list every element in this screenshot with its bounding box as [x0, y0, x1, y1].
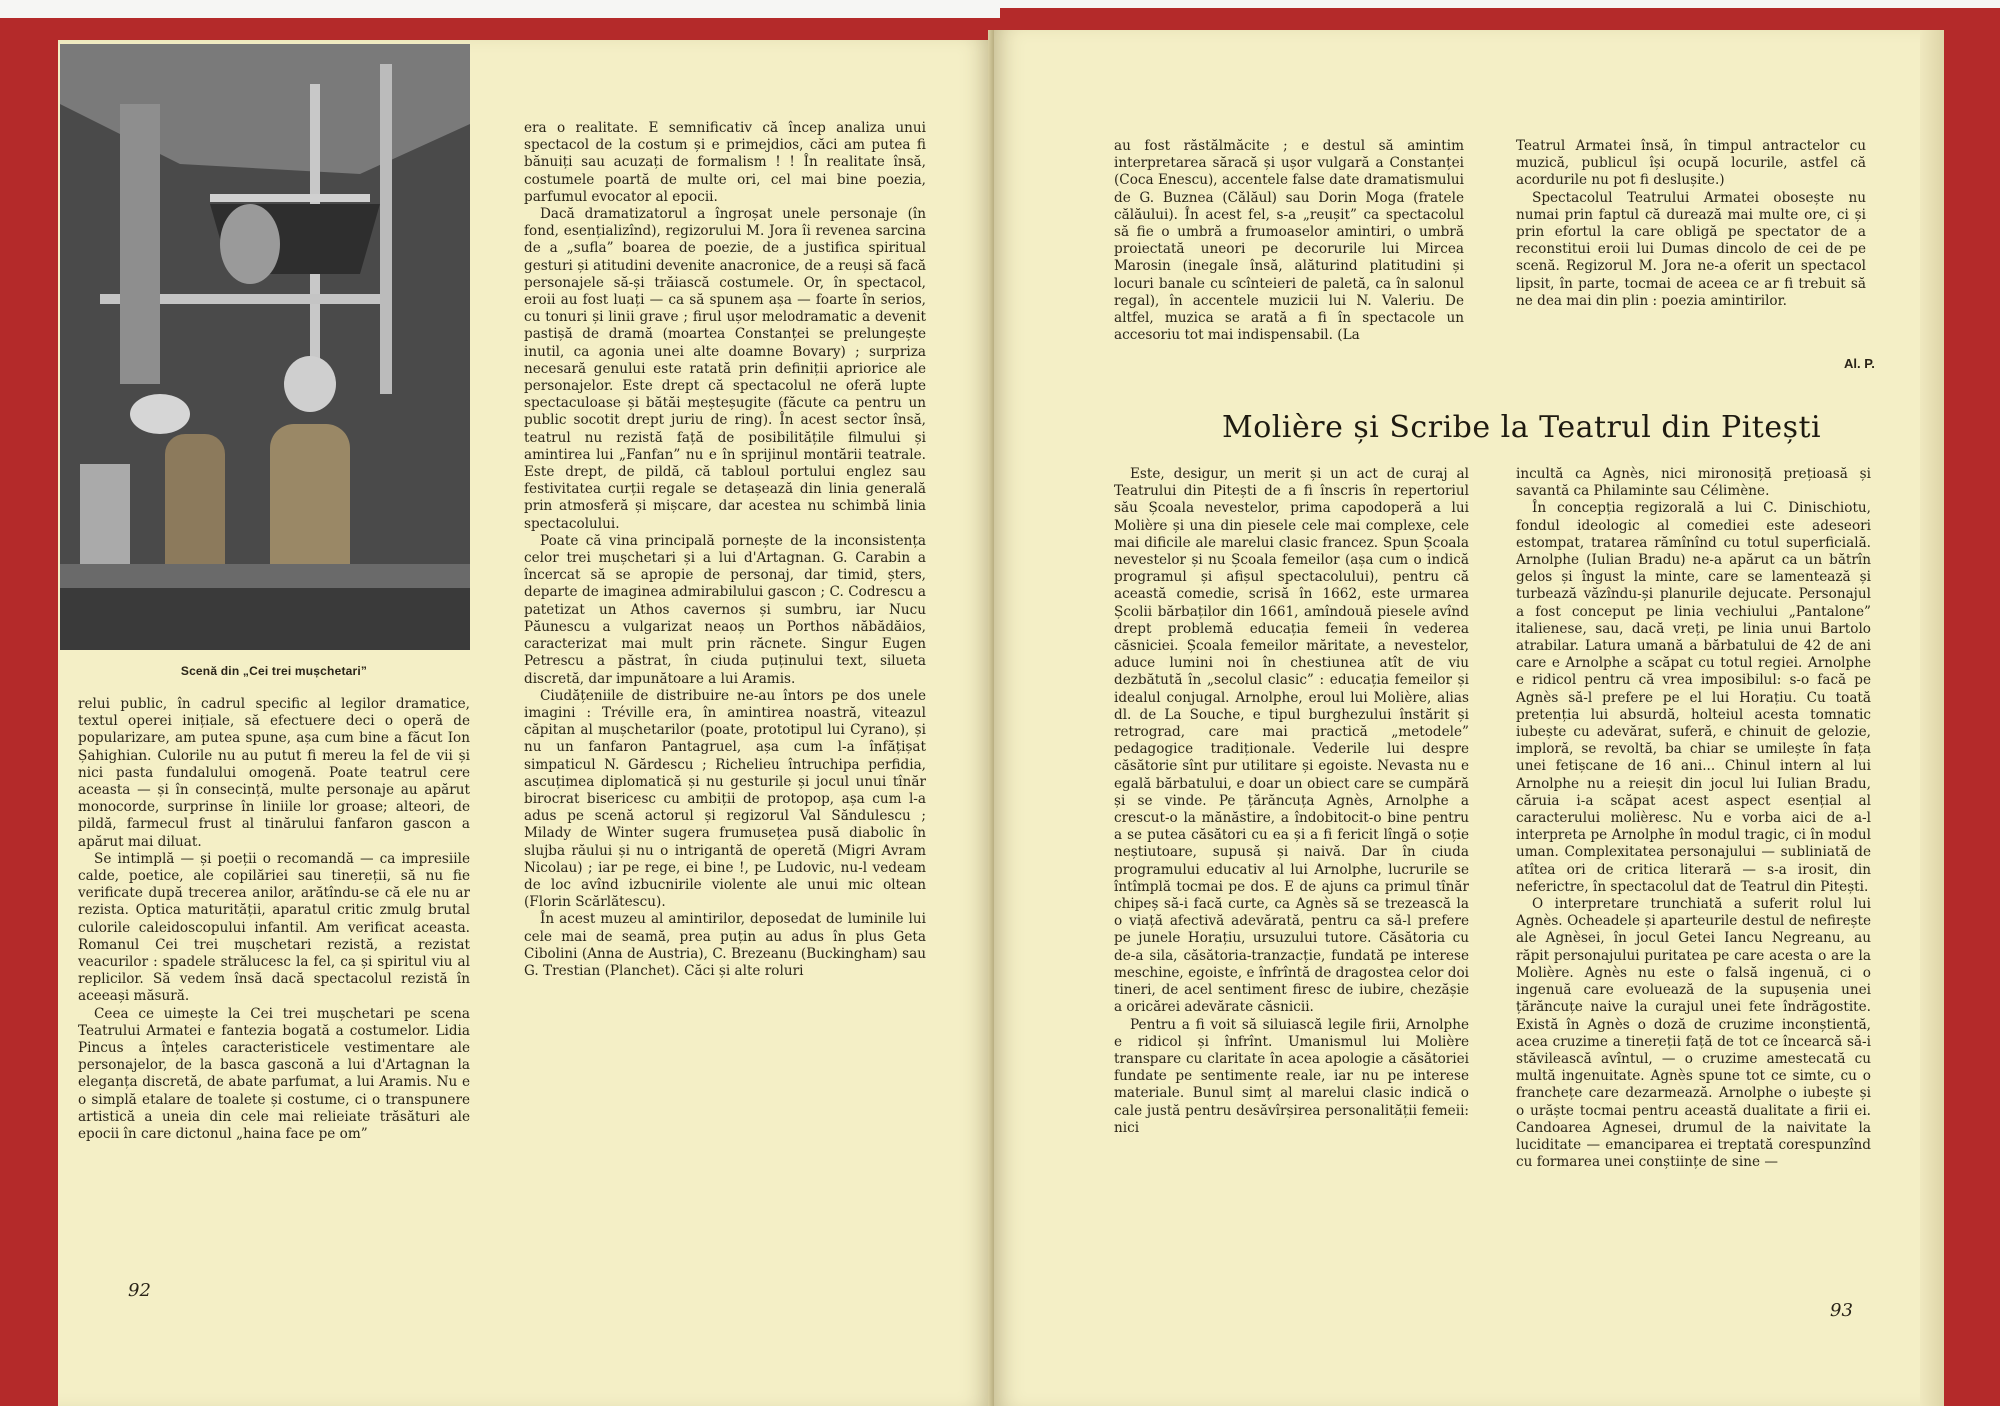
left-column-1 — [78, 696, 470, 1143]
paragraph: Dacă dramatizatorul a îngroșat unele personaje (în fond, esențializînd), regizorului M. Jora îi revenea sarcina de a „sufla” boarea de poezie, de a justifica spiritual gesturi și atitudini devenite anacronice, de a reuși să facă personajele să-și trăiască costumele. Or, în spectacol, eroii au fost luați — ca să spunem așa — foarte în serios, cu tonuri și linii grave ; firul ușor melodramatic a devenit pastișă de dramă (moartea Constanței se prelungește inutil, ca agonia unei alte doamne Bovary) ; surpriza necesară genului este ratată prin definiții apriorice ale personajelor. Este drept că spectacolul ne oferă lupte spectaculoase și bătăi meșteșugite (făcute ca pentru un public socotit drept juriu de ring). În acest sector însă, teatrul nu rezistă față de posibilitățile filmului și amintirea lui „Fanfan” nu e în sprijinul montării teatrale. Este drept, de pildă, că tabloul portului englez sau festivitatea curții regale se detașează din linia generală prin atmosferă și mișcare, dar acestea nu schimbă linia spectacolului. — [524, 206, 926, 532]
paragraph: Se intimplă — și poeții o recomandă — ca impresiile calde, poetice, ale copilăriei sau tinereții, să nu fie verificate după trecerea anilor, arătîndu-se că ele nu ar rezista. Optica maturității, aparatul critic zmulg brutal culorile caleidoscopului infantil. Am verificat aceasta. Romanul Cei trei mușchetari rezistă, a rezistat veacurilor : spadele strălucesc la fel, ca și spiritul viu al replicilor. Să vedem însă dacă spectacolul rezistă în aceeași măsură. — [78, 850, 470, 1005]
paragraph: relui public, în cadrul specific al legilor dramatice, textul operei inițiale, să efectuere deci o operă de popularizare, am putea spune, așa cum bine a făcut Ion Șahighian. Culorile nu au putut fi mereu la fel de vii și nici pasta fundalului omogenă. Poate teatrul cere aceasta — și în consecință, multe personaje au apărut monocorde, surprinse în liniile lor groase; alteori, de pildă, farmecul frust al tinărului fanfaron gascon a apărut mai diluat. — [78, 696, 470, 850]
paragraph: În concepția regizorală a lui C. Dinischiotu, fondul ideologic al comediei este adeseori estompat, tratarea rămînînd cu totul superficială. Arnolphe (Iulian Bradu) ne-a apărut ca un bătrîn gelos și îngust la minte, care se lamentează și turbează văzîndu-și planurile dejucate. Personajul a fost conceput pe linia vechiului „Pantalone” italienese, sau, dacă vreți, pe linia unui Bartolo atrabilar. Latura umană a bărbatului de 42 de ani care e Arnolphe a scăpat cu totul regiei. Arnolphe e ridicol pentru că vrea imposibilul: s-o facă pe Agnès să-l prefere pe el lui Horațiu. Cu toată pretenția lui absurdă, holteiul acesta tomnatic iubește cu adevărat, suferă, e chinuit de gelozie, imploră, se revoltă, ba chiar se umilește în fața unei fetișcane de 16 ani... Chinul intern al lui Arnolphe nu a reieșit din jocul lui Iulian Bradu, căruia i-a scăpat acest aspect esențial al caracterului molièresc. Nu e vorba aici de a-l interpreta pe Arnolphe în modul tragic, ci în modul uman. Complexitatea personajului — subliniată de atîtea ori de critica literară — s-a irosit, din neferictre, în spectacolul dat de Teatrul din Pitești. — [1516, 500, 1871, 895]
stage-photo — [60, 44, 470, 650]
paragraph: O interpretare trunchiată a suferit rolul lui Agnès. Ocheadele și aparteurile destul de nefirește ale Agnèsei, în jocul Getei Iancu Negreanu, au răpit personajului puritatea pe care acesta o are la Molière. Agnès nu este o falsă ingenuă, ci o ingenuă care evoluează de la supușenia unei țărăncuțe naive la curajul unei fete îndrăgostite. Există în Agnès o doză de cruzime inconștientă, acea cruzime a tinereții față de tot ce încearcă să-i stăvilească avîntul, — o cruzime amestecată cu multă ingenuitate. Agnès spune tot ce simte, cu o franchețe care dezarmează. Arnolphe o iubește și o urăște tocmai pentru această dualitate a firii ei. Candoarea Agnesei, drumul de la naivitate la luciditate — emanciparea ei treptată corespunzînd cu formarea unei conștiințe de sine — — [1516, 896, 1871, 1171]
paragraph: Ceea ce uimește la Cei trei mușchetari pe scena Teatrului Armatei e fantezia bogată a costumelor. Lidia Pincus a înțeles caracteristicele vestimentare ale personajelor, de la basca gasconă a lui d'Artagnan la eleganța discretă, de abate parfumat, a lui Aramis. Nu e o simplă etalare de toalete și costume, ci o transpunere artistică a uneia din cele mai relieiate trăsături ale epocii în care dictonul „haina face pe om” — [78, 1005, 470, 1143]
article-title: Molière și Scribe la Teatrul din Pitești — [1222, 410, 1822, 445]
left-column-2 — [524, 120, 926, 980]
paragraph: incultă ca Agnès, nici mironosiță prețioasă și savantă ca Philaminte sau Célimène. — [1516, 466, 1871, 500]
page-number-right: 93 — [1830, 1300, 1853, 1321]
left-page — [58, 40, 990, 1406]
paragraph: Teatrul Armatei însă, în timpul antractelor cu muzică, publicul își ocupă locurile, astfel că acordurile nu pot fi deslușite.) — [1516, 138, 1866, 189]
paragraph: În acest muzeu al amintirilor, deposedat de luminile lui cele mai de seamă, prea puțin au adus în plus Geta Cibolini (Anna de Austria), C. Brezeanu (Buckingham) sau G. Trestian (Planchet). Căci și alte roluri — [524, 911, 926, 979]
right-page — [994, 30, 1944, 1406]
author-signature: Al. P. — [1844, 356, 1875, 371]
right-top-column-1 — [1114, 138, 1464, 344]
right-top-column-2 — [1516, 138, 1866, 310]
page-number-left: 92 — [128, 1280, 151, 1301]
paragraph: Pentru a fi voit să siluiască legile firii, Arnolphe e ridicol și înfrînt. Umanismul lui Molière transpare cu claritate în acea apologie a căsătoriei fundate pe sentimente reale, iar nu pe interese materiale. Bunul simț al marelui clasic indică o cale justă pentru desăvîrșirea personalității femeii: nici — [1114, 1016, 1469, 1136]
page-edge-strip — [1920, 30, 1944, 1406]
paragraph: Este, desigur, un merit și un act de curaj al Teatrului din Pitești de a fi înscris în repertoriul său Școala nevestelor, prima capodoperă a lui Molière și una din piesele cele mai complexe, cele mai dificile ale marelui clasic francez. Spun Școala nevestelor și nu Școala femeilor (așa cum o indică programul și afișul spectacolului), pentru că această comedie, scrisă în 1662, este urmarea Școlii bărbaților din 1661, amîndouă piesele avînd drept problemă educația femeii în vederea căsniciei. Școala femeilor măritate, a nevestelor, aduce lumini noi în chestiunea atît de viu dezbătută în „secolul clasic” : educația femeilor și idealul conjugal. Arnolphe, eroul lui Molière, alias dl. de La Souche, e tipul burghezului înstărit și retrograd, care mai practică „metodele” pedagogice tradiționale. Vederile lui despre căsătorie sînt pur utilitare și egoiste. Nevasta nu e egală bărbatului, e doar un obiect care se cumpără și se vinde. Pe țărăncuța Agnès, Arnolphe a crescut-o la mănăstire, a îndobitocit-o bine pentru a se putea căsători cu ea și a fi fericit lîngă o soție neștiutoare, supusă și naivă. Dar în ciuda programului educativ al lui Arnolphe, lucrurile se întîmplă tocmai pe dos. E de ajuns ca primul tînăr chipeș să-i facă curte, ca Agnès să se trezească la o viață afectivă adevărată, pentru ca să-l prefere pe junele Horațiu, ursuzului tutore. Căsătoria cu de-a sila, căsătoria-tranzacție, fundată pe interese meschine, egoiste, e înfrîntă de dragostea celor doi tineri, de acel sentiment firesc de iubire, chezășie a oricărei adevărate căsnicii. — [1114, 466, 1469, 1016]
paragraph: era o realitate. E semnificativ că încep analiza unui spectacol de la costum și e primejdios, căci am putea fi bănuiți sau acuzați de formalism ! ! În realitate însă, costumele poartă de multe ori, cel mai bine poezia, parfumul evocator al epocii. — [524, 120, 926, 205]
paragraph: Poate că vina principală pornește de la inconsistența celor trei mușchetari și a lui d'Artagnan. G. Carabin a încercat să se apropie de personaj, dar timid, șters, departe de imaginea admirabilului gascon ; C. Codrescu a patetizat un Athos cavernos și sumbru, iar Nucu Păunescu a vulgarizat neaoș un Porthos năbădăios, caracterizat mai mult prin răcnete. Singur Eugen Petrescu a păstrat, în ciuda puținului text, silueta discretă, dar impunătoare a lui Aramis. — [524, 532, 926, 687]
paragraph: Spectacolul Teatrului Armatei obosește nu numai prin faptul că durează mai multe ore, ci și prin efortul la care obligă pe spectator de a reconstitui eroii lui Dumas dincolo de cei de pe scenă. Regizorul M. Jora ne-a oferit un spectacol lipsit, în parte, tocmai de aceea ce ar fi trebuit să ne dea mai din plin : poezia amintirilor. — [1516, 189, 1866, 309]
paragraph: au fost răstălmăcite ; e destul să amintim interpretarea săracă și ușor vulgară a Constanței (Coca Enescu), accentele false date dramatismului de G. Buznea (Călăul) sau Dorin Moga (fratele călăului). În acest fel, s-a „reușit” ca spectacolul să fie o umbră a frumoaselor amintiri, o umbră proiectată uneori pe decorurile lui Mircea Marosin (inegale însă, alăturind platitudini și locuri banale cu scînteieri de paletă, ca în salonul regal), în accentele muzicii lui N. Valeriu. De altfel, muzica se arată a fi în spectacole un accesoriu tot mai indispensabil. (La — [1114, 138, 1464, 344]
right-bottom-column-1 — [1114, 466, 1469, 1137]
right-bottom-column-2 — [1516, 466, 1871, 1171]
stage-scene-illustration — [60, 44, 470, 650]
paragraph: Ciudățeniile de distribuire ne-au întors pe dos unele imagini : Tréville era, în amintirea noastră, viteazul căpitan al mușchetarilor (poate, prototipul lui Cyrano), și nu un fanfaron Pantagruel, așa cum l-a înfățișat simpaticul N. Gărdescu ; Richelieu întruchipa perfidia, ascuțimea diplomatică și nu gesturile și jocul unui tînăr birocrat bisericesc cu ambiții de protopop, așa cum l-a adus pe scenă actorul și regizorul Val Săndulescu ; Milady de Winter sugera frumusețea pusă diabolic în slujba răului și nu o intrigantă de operetă (Migri Avram Nicolau) ; iar pe rege, ei bine !, pe Ludovic, nu-l vedeam de loc avînd izbucnirile violente ale unui mic oltean (Florin Scărlătescu). — [524, 687, 926, 911]
photo-caption: Scenă din „Cei trei mușchetari” — [180, 664, 368, 678]
